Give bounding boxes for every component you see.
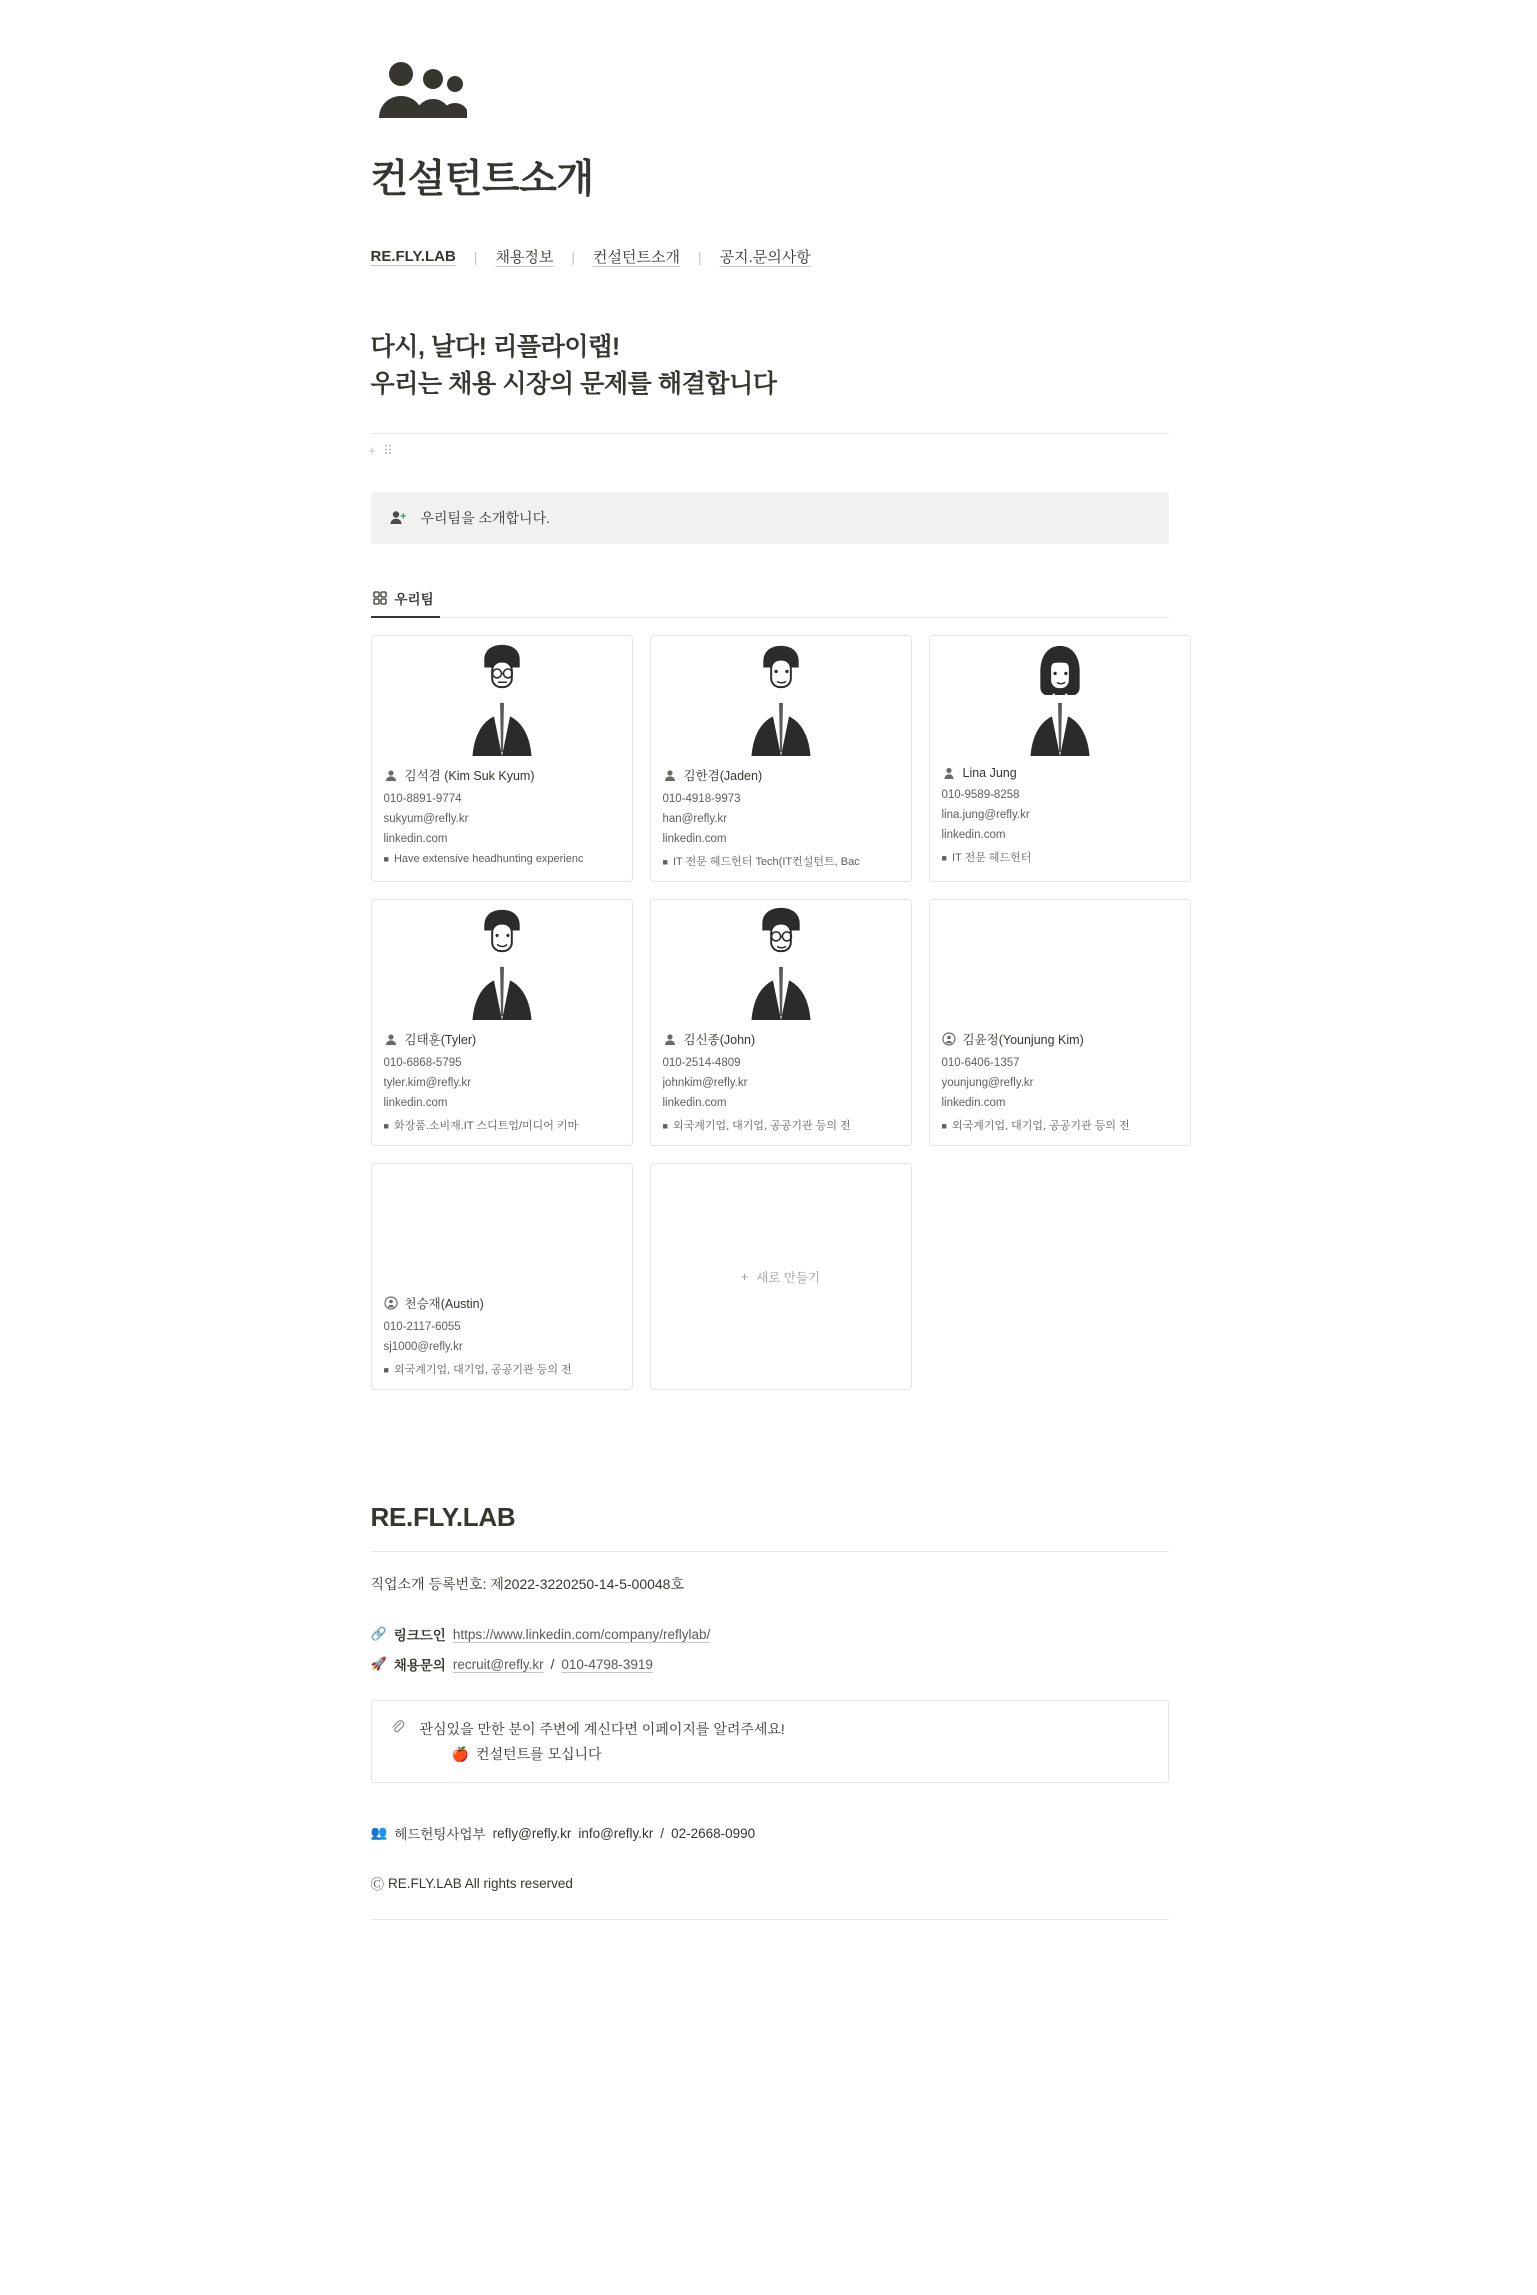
tab-label: 우리팀 <box>394 592 434 607</box>
people-icon: 👥 <box>370 1825 388 1840</box>
card-email: tyler.kim@refly.kr <box>383 1077 471 1089</box>
team-card[interactable] <box>371 899 633 1146</box>
card-note: ■ IT 전문 헤드헌터 <box>941 852 1032 864</box>
nav-item-reflylab[interactable]: RE.FLY.LAB <box>370 248 456 265</box>
card-body <box>930 756 1190 877</box>
card-phone: 010-8891-9774 <box>383 793 462 805</box>
footer <box>371 1502 1169 1990</box>
card-note: ■ 외국계기업, 대기업, 공공기관 등의 전 <box>383 1364 572 1376</box>
avatar <box>651 636 911 756</box>
card-email: sj1000@refly.kr <box>383 1341 463 1353</box>
card-link[interactable]: linkedin.com <box>383 833 448 845</box>
footer-recruit-phone[interactable]: 010-4798-3919 <box>561 1656 653 1672</box>
card-phone: 010-9589-8258 <box>941 789 1020 801</box>
card-email: younjung@refly.kr <box>941 1077 1034 1089</box>
card-body <box>372 1020 632 1145</box>
apple-icon: 🍎 <box>451 1745 469 1762</box>
team-card[interactable] <box>650 635 912 882</box>
nav-separator: | <box>698 248 702 265</box>
card-name: Lina Jung <box>962 766 1017 780</box>
avatar <box>372 900 632 1020</box>
card-link[interactable]: linkedin.com <box>941 1097 1006 1109</box>
avatar <box>651 900 911 1020</box>
person-icon <box>942 766 956 780</box>
share-callout-text <box>420 1717 785 1766</box>
footer-recruit-label: 채용문의 <box>393 1658 446 1673</box>
person-icon <box>384 768 398 782</box>
share-callout <box>371 1700 1169 1783</box>
footer-recruit-row <box>371 1654 1169 1674</box>
database-header <box>371 588 1169 618</box>
avatar-placeholder <box>372 1164 632 1284</box>
card-note: ■ 화장품.소비재.IT 스디트업/미디어 키마 <box>383 1120 579 1132</box>
card-email: sukyum@refly.kr <box>383 813 469 825</box>
tab-our-team[interactable] <box>371 588 440 618</box>
card-title <box>384 1294 620 1312</box>
card-note: ■ IT 전문 헤드헌터 Tech(IT컨설턴트, Bac <box>662 856 860 868</box>
copyright-text: RE.FLY.LAB All rights reserved <box>388 1875 573 1891</box>
person-icon <box>384 1296 398 1310</box>
nav-separator: | <box>473 248 478 265</box>
footer-linkedin-url[interactable]: https://www.linkedin.com/company/reflylab/ <box>452 1626 711 1642</box>
footer-business-email-1[interactable]: refly@refly.kr <box>492 1825 572 1841</box>
hero-line-1: 다시, 날다! 리플라이랩! <box>370 333 620 361</box>
rocket-icon: 🚀 <box>370 1656 387 1671</box>
card-title <box>663 766 899 784</box>
nav-separator: | <box>571 248 576 265</box>
card-body <box>651 756 911 881</box>
team-card[interactable] <box>929 899 1191 1146</box>
card-name: 김신종(John) <box>683 1033 756 1047</box>
card-phone: 010-6406-1357 <box>941 1057 1020 1069</box>
person-icon <box>663 1032 677 1046</box>
new-card-label: 새로 만들기 <box>756 1270 821 1285</box>
footer-registration: 직업소개 등록번호: 제2022-3220250-14-5-00048호 <box>370 1576 684 1592</box>
card-title <box>384 766 620 784</box>
block-handle-marker[interactable]: + ⠿ <box>368 443 395 458</box>
nav-item-consultants[interactable]: 컨설턴트소개 <box>593 249 680 266</box>
nav-item-jobs[interactable]: 채용정보 <box>495 249 554 266</box>
card-body <box>930 1020 1190 1145</box>
share-line-2: 컨설턴트를 모십니다 <box>475 1745 602 1762</box>
footer-recruit-email[interactable]: recruit@refly.kr <box>452 1656 544 1672</box>
card-note: ■ Have extensive headhunting experienc <box>383 853 584 865</box>
plus-icon: + <box>740 1269 749 1284</box>
person-icon <box>384 1032 398 1046</box>
paperclip-icon: 🔗 <box>370 1626 387 1641</box>
avatar <box>930 636 1190 756</box>
team-card[interactable] <box>371 1163 633 1390</box>
footer-business-email-2[interactable]: info@refly.kr <box>578 1825 654 1841</box>
card-body <box>372 756 632 877</box>
card-note: ■ 외국계기업, 대기업, 공공기관 등의 전 <box>941 1120 1130 1132</box>
card-email: johnkim@refly.kr <box>662 1077 748 1089</box>
person-icon <box>663 768 677 782</box>
card-phone: 010-2117-6055 <box>383 1321 461 1333</box>
footer-linkedin-label: 링크드인 <box>393 1628 446 1643</box>
card-link[interactable]: linkedin.com <box>662 833 727 845</box>
share-line-1: 관심있을 만한 분이 주변에 계신다면 이페이지를 알려주세요! <box>419 1721 785 1737</box>
team-intro-callout <box>371 492 1169 544</box>
card-email: han@refly.kr <box>662 813 728 825</box>
card-title <box>942 1030 1178 1048</box>
avatar <box>372 636 632 756</box>
footer-spacer <box>371 1920 1169 1990</box>
footer-business-phone[interactable]: 02-2668-0990 <box>671 1825 756 1841</box>
card-phone: 010-6868-5795 <box>383 1057 462 1069</box>
footer-business-label: 헤드헌팅사업부 <box>394 1827 486 1842</box>
person-icon <box>942 1032 956 1046</box>
card-name: 김태훈(Tyler) <box>404 1033 477 1047</box>
person-add-icon <box>389 509 407 527</box>
paperclip-icon <box>390 1719 406 1735</box>
card-title <box>663 1030 899 1048</box>
copyright-mark: Ⓒ <box>370 1877 384 1892</box>
page-title: 컨설턴트소개 <box>370 158 594 201</box>
footer-title: RE.FLY.LAB <box>371 1502 1169 1552</box>
card-link[interactable]: linkedin.com <box>941 829 1006 841</box>
card-phone: 010-4918-9973 <box>662 793 741 805</box>
card-name: 김석겸 (Kim Suk Kyum) <box>404 769 535 783</box>
card-phone: 010-2514-4809 <box>662 1057 741 1069</box>
card-link[interactable]: linkedin.com <box>662 1097 727 1109</box>
card-name: 김한겸(Jaden) <box>683 769 763 783</box>
team-gallery <box>371 635 1169 1390</box>
breadcrumb <box>371 246 1169 273</box>
card-note: ■ 외국계기업, 대기업, 공공기관 등의 전 <box>662 1120 851 1132</box>
page-content <box>369 0 1169 1990</box>
team-card[interactable] <box>650 899 912 1146</box>
avatar-placeholder <box>930 900 1190 1020</box>
card-email: lina.jung@refly.kr <box>941 809 1030 821</box>
card-body <box>651 1020 911 1145</box>
card-name: 김윤정(Younjung Kim) <box>962 1033 1084 1047</box>
team-intro-text: 우리팀을 소개합니다. <box>420 510 550 526</box>
card-link[interactable]: linkedin.com <box>383 1097 448 1109</box>
card-name: 천승재(Austin) <box>404 1297 484 1311</box>
footer-business-divider: / <box>660 1825 665 1841</box>
people-icon <box>371 56 467 126</box>
team-card[interactable] <box>929 635 1191 882</box>
hero-section <box>371 329 1169 434</box>
card-title <box>384 1030 620 1048</box>
footer-linkedin-row <box>371 1624 1169 1644</box>
card-title <box>942 766 1178 780</box>
copyright <box>371 1873 1169 1920</box>
new-card-button[interactable] <box>650 1163 912 1390</box>
footer-recruit-divider: / <box>550 1656 555 1672</box>
card-body <box>372 1284 632 1389</box>
gallery-grid-icon <box>373 591 387 605</box>
team-card[interactable] <box>371 635 633 882</box>
footer-business-row <box>371 1823 1169 1843</box>
hero-line-2: 우리는 채용 시장의 문제를 해결합니다 <box>370 370 777 398</box>
nav-item-notice[interactable]: 공지.문의사항 <box>719 249 811 266</box>
